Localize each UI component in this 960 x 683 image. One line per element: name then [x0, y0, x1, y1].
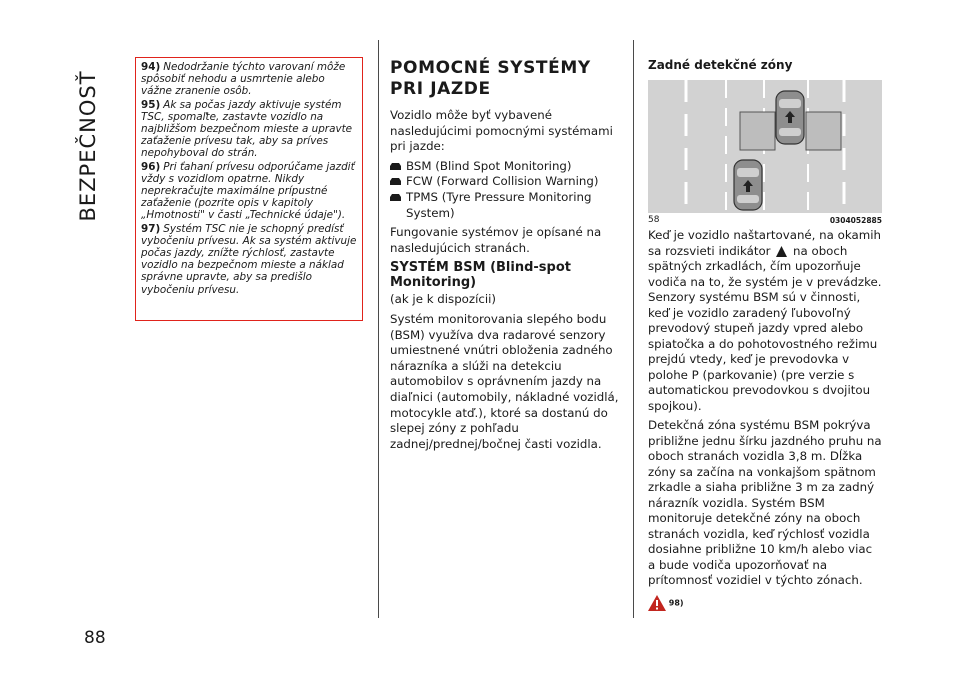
left-detection-zone: [740, 112, 775, 150]
detection-zones-figure: [648, 80, 882, 213]
section-outro: Fungovanie systémov je opísané na nasledujúcich stranách.: [390, 225, 602, 255]
chapter-title: [58, 40, 118, 255]
car-bullet-icon: [390, 177, 401, 186]
warning-number: 96): [141, 160, 161, 173]
column-divider-1: [378, 40, 379, 618]
right-detection-zone: [806, 112, 841, 150]
bsm-heading: SYSTÉM BSM (Blind-spot Monitoring): [390, 260, 571, 291]
warning-number: 94): [141, 61, 161, 73]
section-title: POMOCNÉ SYSTÉMY PRI JAZDE: [390, 58, 591, 99]
column-divider-2: [633, 40, 634, 618]
page-number: 88: [84, 628, 106, 648]
middle-column: [390, 58, 622, 456]
paragraph-text: Keď je vozidlo naštartované, na okamih sa rozsvieti indikátor: [648, 228, 881, 258]
car-bullet-icon: [390, 193, 401, 202]
host-car-icon: [776, 91, 804, 144]
list-item-text: FCW (Forward Collision Warning): [406, 174, 599, 189]
warning-reference-number: 98): [668, 598, 684, 607]
warning-text: Systém TSC nie je schopný predísť vybočeniu prívesu. Ak sa systém aktivuje počas jazdy, znížte rýchlosť, zastavte vozidlo na bezpečnom mieste a náklad správne upravte, aby sa predišlo vybočeniu prívesu.: [141, 222, 357, 296]
zones-paragraph-2: Detekčná zóna systému BSM pokrýva približne jednu šírku jazdného pruhu na oboch stranách vozidla 3,8 m. Dĺžka zóny sa začína na vonkajšom spätnom zrkadle a siaha približne 3 m za zadný nárazník vozidla. Systém BSM monitoruje detekčné zóny na oboch stranách vozidla, keď rýchlosť vozidla dosiahne približne 10 km/h alebo viac a bude vodiča upozorňovať na prítomnosť vozidiel v týchto zónach.: [648, 418, 882, 587]
list-item-text: TPMS (Tyre Pressure Monitoring System): [406, 189, 592, 220]
warning-reference: [648, 595, 882, 611]
car-bullet-icon: [390, 162, 401, 171]
warning-text: Nedodržanie týchto varovaní môže spôsobiť nehodu a usmrtenie alebo vážne zranenie osôb.: [141, 61, 346, 98]
warning-text: Pri ťahaní prívesu odporúčame jazdiť vždy s vozidlom opatrne. Nikdy neprekračujte maximálne prípustné zaťaženie (pozrite opis v kapitoly „Hmotnosti" v časti „Technické údaje").: [141, 160, 355, 222]
zones-heading: Zadné detekčné zóny: [648, 58, 793, 72]
figure-code: 0304052885: [829, 216, 882, 225]
warning-item: [141, 61, 357, 98]
list-item: [390, 190, 622, 221]
list-item: [390, 174, 622, 190]
road-diagram: [648, 80, 882, 213]
warning-number: 97): [141, 222, 161, 235]
figure-caption: [648, 213, 882, 225]
bsm-indicator-icon: [776, 246, 787, 257]
section-intro: Vozidlo môže byť vybavené nasledujúcimi pomocnými systémami pri jazde:: [390, 108, 613, 154]
bsm-availability: (ak je k dispozícii): [390, 292, 497, 307]
systems-list: [390, 159, 622, 221]
warning-item: [141, 223, 357, 296]
figure-number: 58: [648, 215, 660, 225]
right-column: [648, 58, 882, 611]
chapter-title-text: BEZPEČNOSŤ: [76, 70, 100, 222]
warning-number: 95): [141, 98, 161, 111]
list-item-text: BSM (Blind Spot Monitoring): [406, 158, 572, 173]
warning-item: [141, 161, 357, 222]
paragraph-text: na oboch spätných zrkadlách, čím upozorňuje vodiča na to, že systém je v prevádzke. Senzory systému BSM sú v činnosti, keď je vozidlo zaradený ľubovoľný prevodový stupeň jazdy vpred alebo spiatočka a do pohotovostného režimu prejdú vtedy, keď je prevodovka v polohe P (parkovanie) (pre verzie s automatickou prevodovkou s dvojitou spojkou).: [648, 243, 882, 413]
list-item: [390, 159, 622, 175]
zones-paragraph-1: [648, 228, 882, 414]
warning-triangle-icon: [648, 595, 666, 611]
approaching-car-icon: [734, 160, 762, 210]
bsm-description: Systém monitorovania slepého bodu (BSM) využíva dva radarové senzory umiestnené vnútri obloženia zadného nárazníka a slúži na detekciu automobilov s oprávnením jazdy na diaľnici (automobily, nákladné vozidlá, motocykle atď.), ktoré sa dostanú do slepej zóny z pohľadu zadnej/prednej/bočnej časti vozidla.: [390, 311, 619, 451]
warning-text: Ak sa počas jazdy aktivuje systém TSC, spomaľte, zastavte vozidlo na najbližšom bezpečnom mieste a upravte zaťaženie prívesu tak, aby sa príves nepohyboval do strán.: [141, 98, 353, 160]
warning-box: [135, 57, 363, 321]
warning-item: [141, 99, 357, 160]
